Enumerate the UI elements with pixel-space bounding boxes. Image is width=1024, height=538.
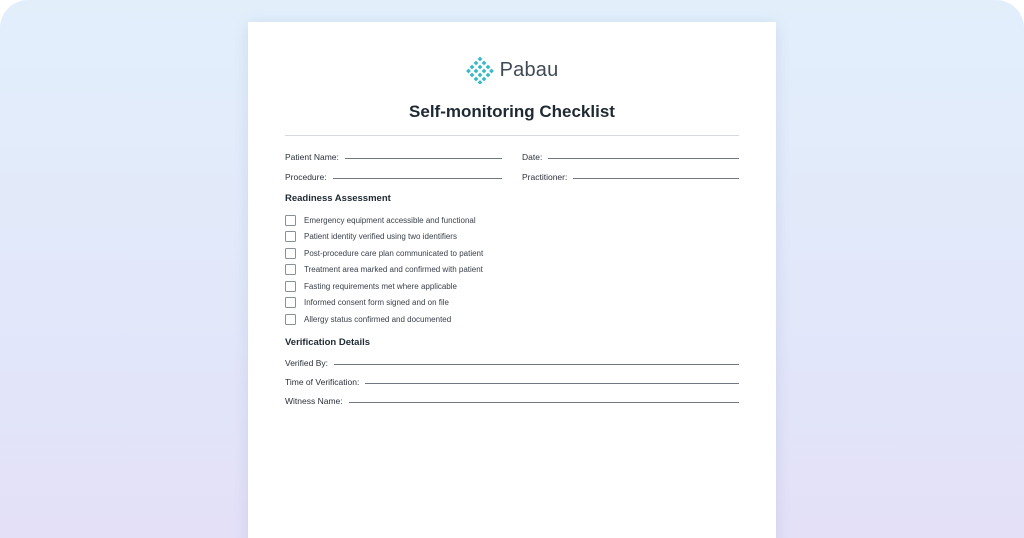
practitioner-line[interactable] xyxy=(573,178,739,179)
readiness-checklist xyxy=(285,212,483,328)
checkbox[interactable] xyxy=(285,264,296,275)
patient-name-label: Patient Name: xyxy=(285,152,339,162)
checklist-item[interactable] xyxy=(285,311,483,328)
time-of-verification-field[interactable] xyxy=(285,375,739,387)
checklist-item[interactable] xyxy=(285,245,483,262)
checkbox[interactable] xyxy=(285,297,296,308)
time-of-verification-line[interactable] xyxy=(365,383,739,384)
checklist-item[interactable] xyxy=(285,229,483,246)
brand-logo xyxy=(248,56,776,84)
patient-name-field[interactable] xyxy=(285,150,502,162)
practitioner-label: Practitioner: xyxy=(522,172,568,182)
witness-name-label: Witness Name: xyxy=(285,396,343,406)
verification-heading: Verification Details xyxy=(285,337,371,348)
checklist-document xyxy=(248,22,776,538)
checklist-item-label: Allergy status confirmed and documented xyxy=(304,314,452,324)
checklist-item[interactable] xyxy=(285,278,483,295)
checklist-item-label: Emergency equipment accessible and functional xyxy=(304,215,476,225)
practitioner-field[interactable] xyxy=(522,170,739,182)
checklist-item-label: Post-procedure care plan communicated to patient xyxy=(304,248,484,258)
pabau-diamond-logo-icon xyxy=(466,56,494,84)
checkbox[interactable] xyxy=(285,231,296,242)
checklist-item[interactable] xyxy=(285,295,483,312)
checklist-item[interactable] xyxy=(285,212,483,229)
title-divider xyxy=(285,135,739,136)
time-of-verification-label: Time of Verification: xyxy=(285,377,360,387)
date-label: Date: xyxy=(522,152,543,162)
checkbox[interactable] xyxy=(285,248,296,259)
procedure-label: Procedure: xyxy=(285,172,327,182)
checklist-item-label: Fasting requirements met where applicable xyxy=(304,281,457,291)
brand-name: Pabau xyxy=(499,58,559,81)
procedure-field[interactable] xyxy=(285,170,502,182)
verified-by-label: Verified By: xyxy=(285,358,328,368)
patient-name-line[interactable] xyxy=(345,158,502,159)
checklist-item-label: Patient identity verified using two identifiers xyxy=(304,232,457,242)
readiness-heading: Readiness Assessment xyxy=(285,193,391,204)
witness-name-field[interactable] xyxy=(285,394,739,406)
date-field[interactable] xyxy=(522,150,739,162)
witness-name-line[interactable] xyxy=(349,402,739,403)
verified-by-line[interactable] xyxy=(334,364,739,365)
verified-by-field[interactable] xyxy=(285,356,739,368)
procedure-line[interactable] xyxy=(333,178,502,179)
checkbox[interactable] xyxy=(285,314,296,325)
checklist-item-label: Informed consent form signed and on file xyxy=(304,298,449,308)
checklist-item-label: Treatment area marked and confirmed with patient xyxy=(304,265,483,275)
date-line[interactable] xyxy=(548,158,739,159)
checklist-item[interactable] xyxy=(285,262,483,279)
page-title: Self-monitoring Checklist xyxy=(409,102,615,121)
checkbox[interactable] xyxy=(285,281,296,292)
checkbox[interactable] xyxy=(285,215,296,226)
